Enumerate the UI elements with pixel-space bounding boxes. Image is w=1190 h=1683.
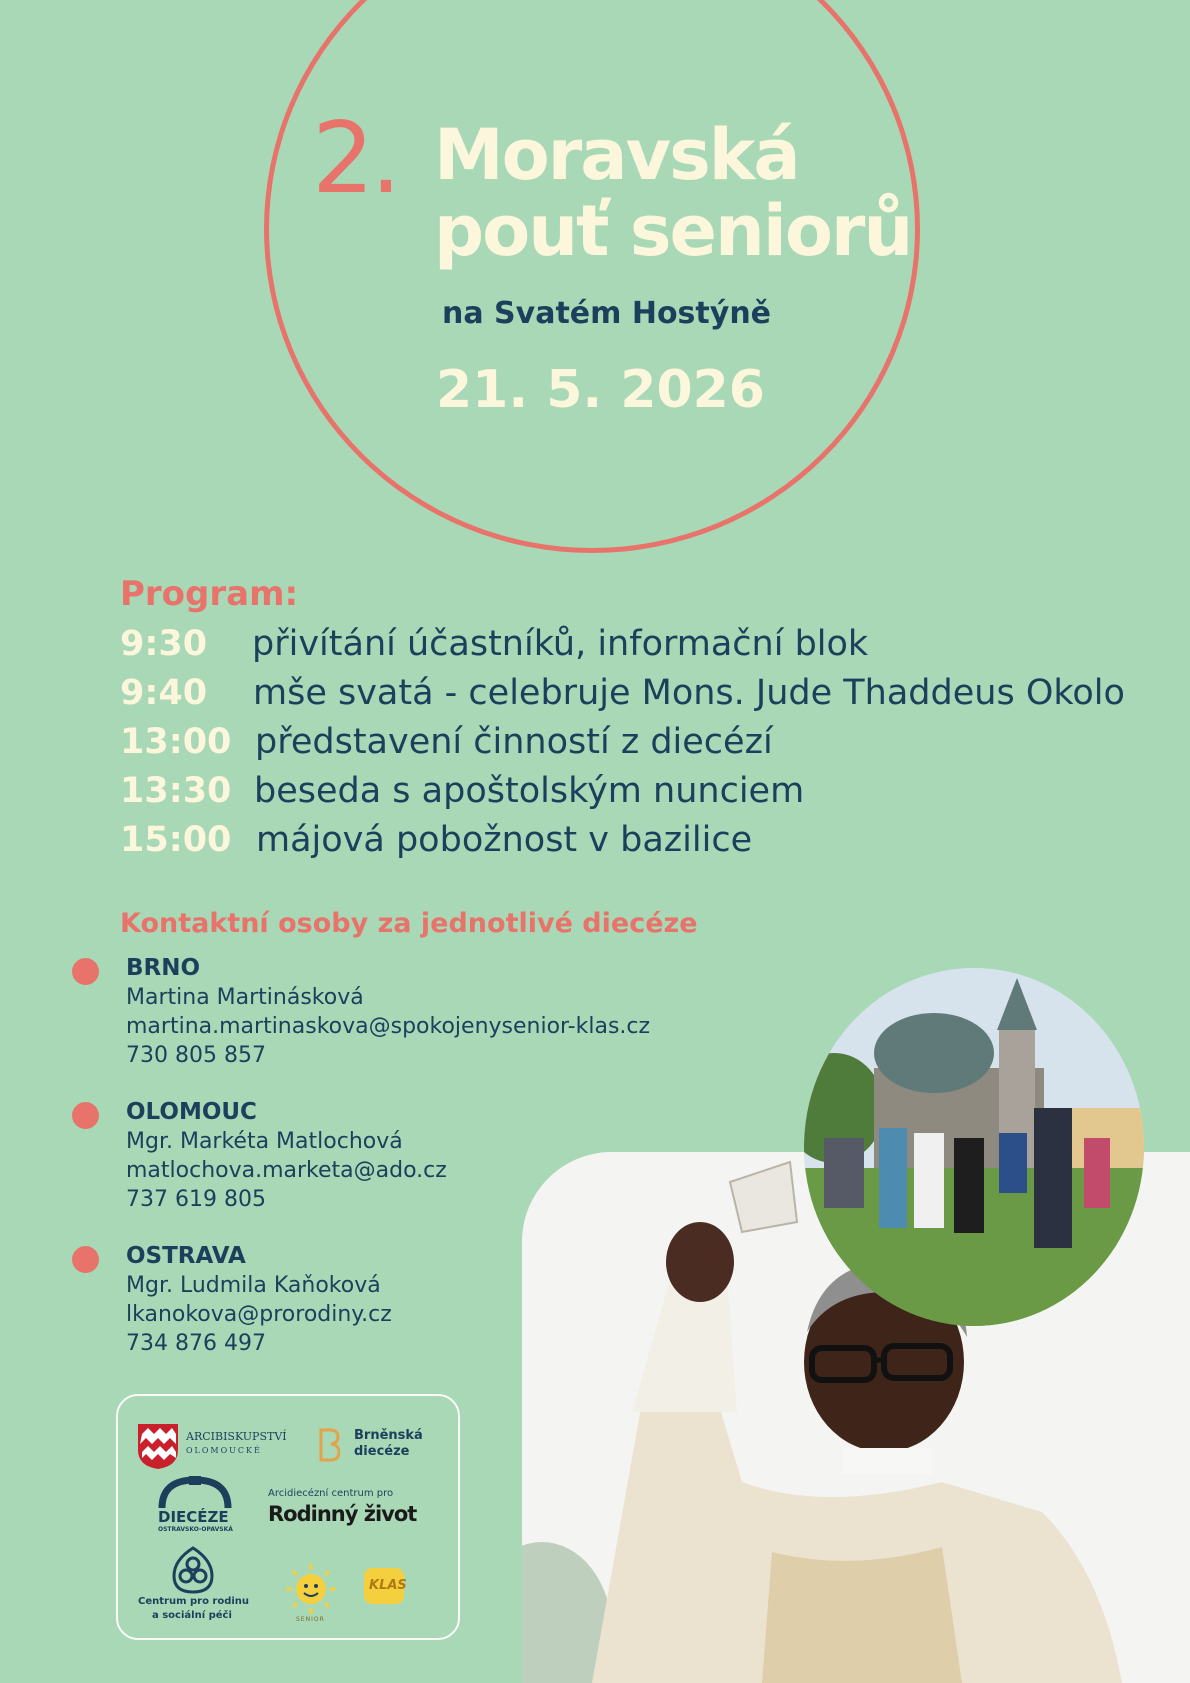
contacts-heading: Kontaktní osoby za jednotlivé diecéze (120, 908, 698, 939)
ostrava-logo-line2: OSTRAVSKO-OPAVSKÁ (158, 1526, 233, 1533)
contact-email[interactable]: lkanokova@prorodiny.cz (126, 1302, 392, 1327)
olomouc-logo-line1: ARCIBISKUPSTVÍ (186, 1430, 287, 1443)
bullet-dot (72, 1102, 99, 1129)
program-time: 13:30 (120, 771, 232, 811)
centrum-logo-line2: a sociální péči (152, 1610, 232, 1621)
brno-logo-icon (318, 1428, 340, 1462)
program-time: 15:00 (120, 820, 232, 860)
brno-logo-line1: Brněnská (354, 1428, 423, 1443)
program-heading: Program: (120, 574, 299, 614)
contact-phone: 730 805 857 (126, 1043, 266, 1068)
rodina-logo-line1: Arcidiecézní centrum pro (268, 1488, 394, 1499)
program-desc: májová pobožnost v bazilice (256, 820, 753, 860)
subtitle: na Svatém Hostýně (442, 296, 772, 331)
event-number: 2. (312, 102, 398, 216)
ostrava-arch-icon (158, 1476, 232, 1510)
program-time: 9:30 (120, 624, 208, 664)
contact-city: OLOMOUC (126, 1099, 257, 1125)
olomouc-shield-icon (136, 1422, 180, 1470)
ostrava-logo-line1: DIECÉZE (158, 1508, 229, 1526)
klas-logo-text: KLAS (369, 1578, 407, 1593)
basilica-photo (804, 968, 1144, 1326)
contact-name: Mgr. Markéta Matlochová (126, 1129, 403, 1154)
contact-name: Mgr. Ludmila Kaňoková (126, 1273, 381, 1298)
contact-city: BRNO (126, 955, 201, 981)
program-desc: představení činností z diecézí (255, 722, 773, 762)
title-line-1: Moravská (434, 114, 799, 196)
program-desc: mše svatá - celebruje Mons. Jude Thaddeus Okolo (253, 673, 1125, 713)
senior-logo-text: SENIOR (296, 1616, 325, 1623)
rodina-logo-line2: Rodinný život (268, 1502, 417, 1526)
contact-email[interactable]: matlochova.marketa@ado.cz (126, 1158, 447, 1183)
contact-email[interactable]: martina.martinaskova@spokojenysenior-klas.cz (126, 1014, 651, 1039)
contact-phone: 737 619 805 (126, 1187, 266, 1212)
contact-phone: 734 876 497 (126, 1331, 266, 1356)
bullet-dot (72, 1246, 99, 1273)
centrum-logo-line1: Centrum pro rodinu (138, 1596, 250, 1607)
header-circle (264, 0, 920, 553)
senior-sun-icon (284, 1562, 338, 1616)
program-time: 13:00 (120, 722, 232, 762)
partner-logos (116, 1394, 460, 1640)
event-date: 21. 5. 2026 (436, 360, 765, 420)
centrum-logo-icon (172, 1546, 214, 1594)
brno-logo-line2: diecéze (354, 1444, 410, 1459)
program-desc: beseda s apoštolským nunciem (254, 771, 805, 811)
olomouc-logo-line2: OLOMOUCKÉ (186, 1446, 262, 1455)
title-line-2: pouť seniorů (434, 190, 912, 272)
program-time: 9:40 (120, 673, 208, 713)
basilica-illustration (804, 968, 1144, 1326)
contact-name: Martina Martinásková (126, 985, 364, 1010)
contact-city: OSTRAVA (126, 1243, 246, 1269)
program-desc: přivítání účastníků, informační blok (252, 624, 869, 664)
bullet-dot (72, 958, 99, 985)
